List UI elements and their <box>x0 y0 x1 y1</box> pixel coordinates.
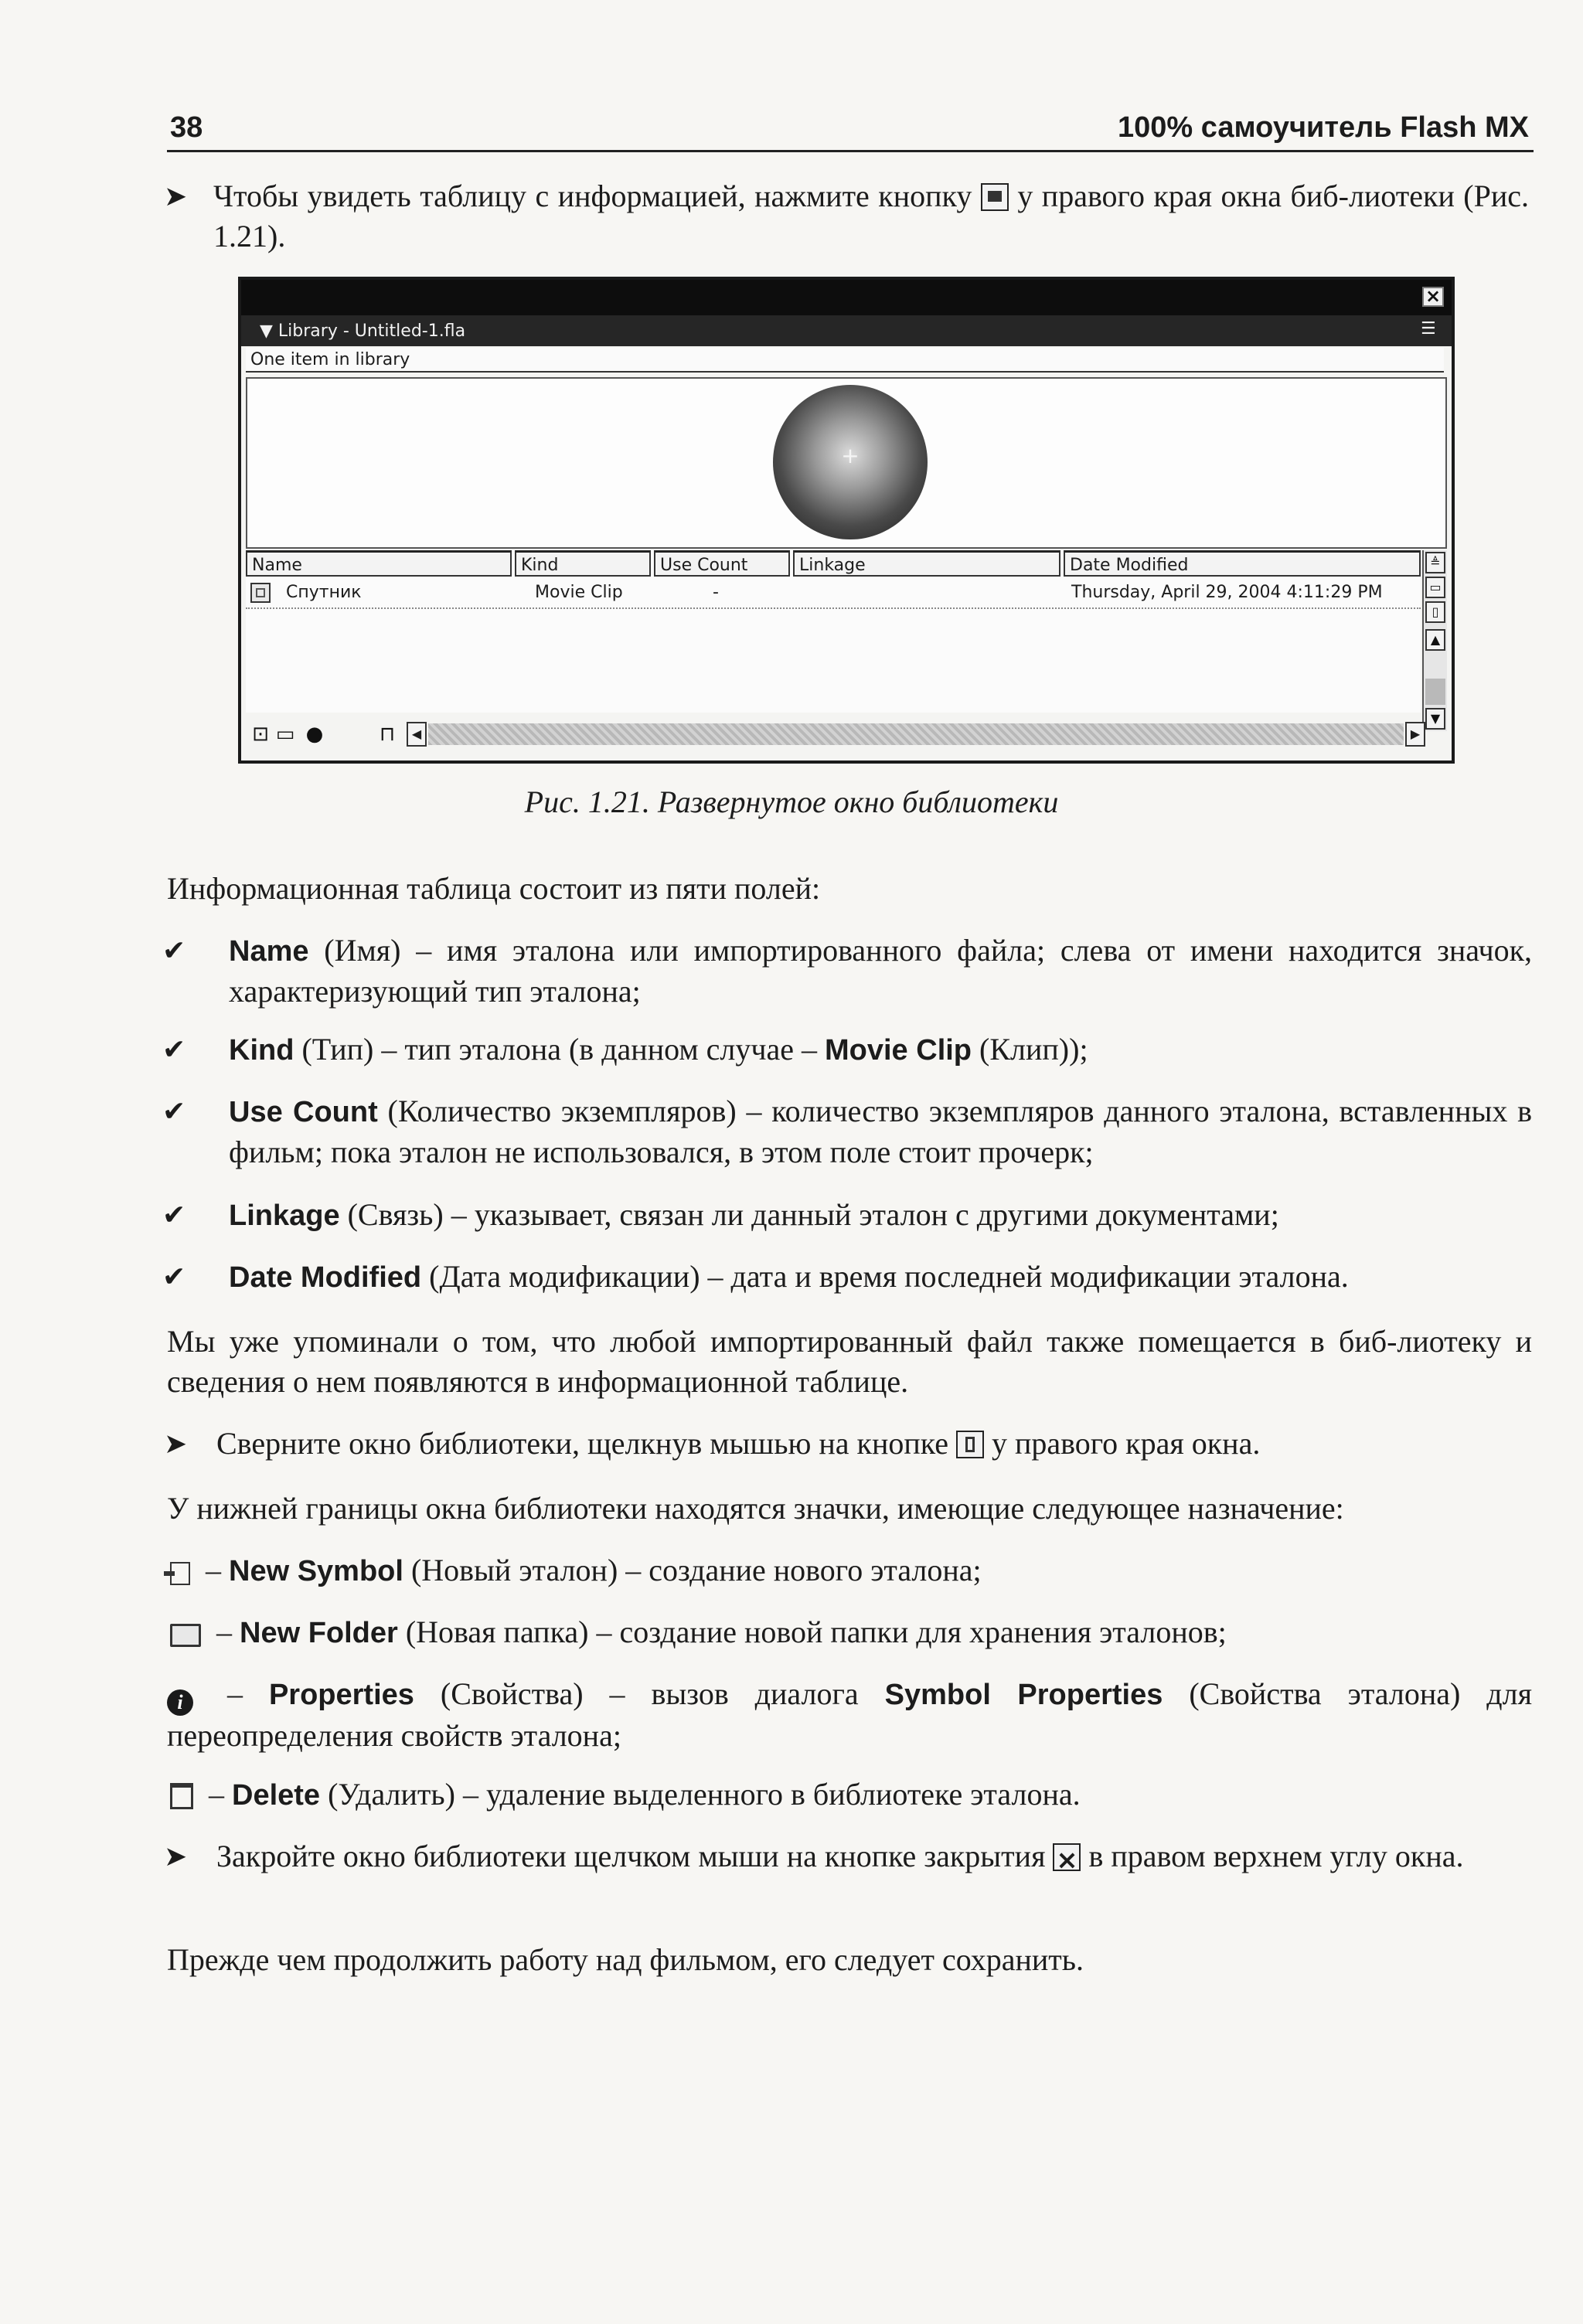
row-date-modified: Thursday, April 29, 2004 4:11:29 PM <box>1071 583 1383 602</box>
row-linkage <box>798 580 1053 606</box>
column-header-linkage[interactable]: Linkage <box>793 550 1060 577</box>
panel-title-bar[interactable] <box>241 315 1452 346</box>
check-marker-icon: ✔ <box>162 1199 186 1230</box>
registration-point-icon: + <box>841 443 860 468</box>
sputnik-sphere-preview <box>773 385 928 539</box>
arrow-marker-icon: ➤ <box>164 1841 188 1872</box>
library-bottom-toolbar <box>246 717 1424 754</box>
check-marker-icon: ✔ <box>162 1034 186 1065</box>
delete-icon[interactable]: ⊓ <box>379 723 396 746</box>
scroll-down-icon[interactable]: ▼ <box>1425 708 1445 730</box>
icon-item-delete: – Delete (Удалить) – удаление выделенного в библиотеке эталона. <box>170 1774 1530 1815</box>
row-name[interactable]: Спутник <box>286 583 362 602</box>
scroll-thumb[interactable] <box>1425 679 1445 705</box>
library-window <box>238 277 1455 764</box>
new-symbol-icon[interactable]: ⊡ <box>252 723 269 746</box>
close-button-icon <box>1053 1843 1081 1871</box>
narrow-state-icon[interactable]: ▯ <box>1425 601 1445 623</box>
close-icon[interactable]: × <box>1422 287 1444 307</box>
row-kind: Movie Clip <box>535 583 623 602</box>
vertical-scrollbar[interactable] <box>1422 550 1447 731</box>
column-header-name[interactable]: Name <box>246 550 512 577</box>
collapse-button-icon <box>956 1431 984 1458</box>
item-count: One item in library <box>246 348 1444 373</box>
bottom-icons-intro: У нижней границы окна библиотеки находятся значки, имеющие следующее назначение: <box>167 1491 1344 1526</box>
figure-caption: Рис. 1.21. Развернутое окно библиотеки <box>524 784 1059 819</box>
symbol-preview <box>246 377 1447 549</box>
field-item-use-count: Use Count (Количество экземпляров) – количество экземпляров данного эталона, вставленных в фильм; пока эталон не использовался, в этом поле стоит прочерк; <box>229 1094 1532 1169</box>
field-item-name: Name (Имя) – имя эталона или импортированного файла; слева от имени находится значок, характеризующий тип эталона; <box>229 933 1532 1009</box>
field-item-kind: Kind (Тип) – тип эталона (в данном случае – Movie Clip (Клип)); <box>229 1032 1088 1067</box>
arrow-marker-icon: ➤ <box>164 1428 188 1459</box>
panel-title: ▼ Library - Untitled-1.fla <box>260 322 466 341</box>
collapse-instruction: Сверните окно библиотеки, щелкнув мышью на кнопке у правого края окна. <box>216 1426 1261 1461</box>
row-divider <box>246 607 1421 609</box>
new-folder-icon[interactable]: ▭ <box>275 723 295 746</box>
page-number: 38 <box>170 111 203 144</box>
arrow-marker-icon: ➤ <box>164 181 188 212</box>
horizontal-scroll-track[interactable] <box>428 723 1404 745</box>
window-title-bar <box>241 280 1452 315</box>
icon-item-properties: i – Properties (Свойства) – вызов диалога Symbol Properties (Свойства эталона) для переопределения свойств эталона; <box>167 1676 1533 1753</box>
wide-state-icon[interactable]: ▭ <box>1425 577 1445 598</box>
fields-intro: Информационная таблица состоит из пяти полей: <box>167 871 821 906</box>
import-paragraph: Мы уже упоминали о том, что любой импортированный файл также помещается в биб-лиотеку и сведения о нем появляются в информационной таблице. <box>167 1324 1532 1399</box>
row-use-count: - <box>713 583 719 602</box>
properties-icon[interactable]: ● <box>305 723 324 746</box>
column-header-kind[interactable]: Kind <box>515 550 651 577</box>
field-item-date-modified: Date Modified (Дата модификации) – дата и время последней модификации эталона. <box>229 1259 1349 1294</box>
scroll-left-icon[interactable]: ◀ <box>407 722 427 747</box>
close-instruction: Закройте окно библиотеки щелчком мыши на кнопке закрытия × в правом верхнем углу окна. <box>216 1836 1532 1877</box>
movie-clip-icon <box>250 583 271 603</box>
delete-icon <box>170 1783 193 1809</box>
column-header-use-count[interactable]: Use Count <box>654 550 790 577</box>
icon-item-new-folder: – New Folder (Новая папка) – создание новой папки для хранения эталонов; <box>170 1612 1530 1653</box>
new-folder-icon <box>170 1624 201 1647</box>
check-marker-icon: ✔ <box>162 1096 186 1127</box>
sort-order-icon[interactable]: ≜ <box>1425 552 1445 573</box>
check-marker-icon: ✔ <box>162 935 186 966</box>
library-options-menu-icon <box>981 183 1009 211</box>
library-table <box>246 550 1421 713</box>
scroll-up-icon[interactable]: ▲ <box>1425 629 1445 651</box>
column-header-date-modified[interactable]: Date Modified <box>1064 550 1421 577</box>
icon-item-new-symbol: – New Symbol (Новый эталон) – создание нового эталона; <box>170 1550 1530 1591</box>
intro-paragraph: Чтобы увидеть таблицу с информацией, нажмите кнопку у правого края окна биб-лиотеки (Рис. 1.21). <box>213 179 1530 253</box>
check-marker-icon: ✔ <box>162 1261 186 1292</box>
scroll-right-icon[interactable]: ▶ <box>1405 722 1425 747</box>
final-paragraph: Прежде чем продолжить работу над фильмом, его следует сохранить. <box>167 1942 1084 1977</box>
options-menu-icon[interactable]: ☰ <box>1421 319 1436 339</box>
field-item-linkage: Linkage (Связь) – указывает, связан ли данный эталон с другими документами; <box>229 1197 1279 1232</box>
page-header <box>167 108 1534 152</box>
new-symbol-icon <box>170 1562 190 1585</box>
properties-icon: i <box>167 1689 193 1716</box>
book-title: 100% самоучитель Flash MX <box>1118 111 1529 144</box>
